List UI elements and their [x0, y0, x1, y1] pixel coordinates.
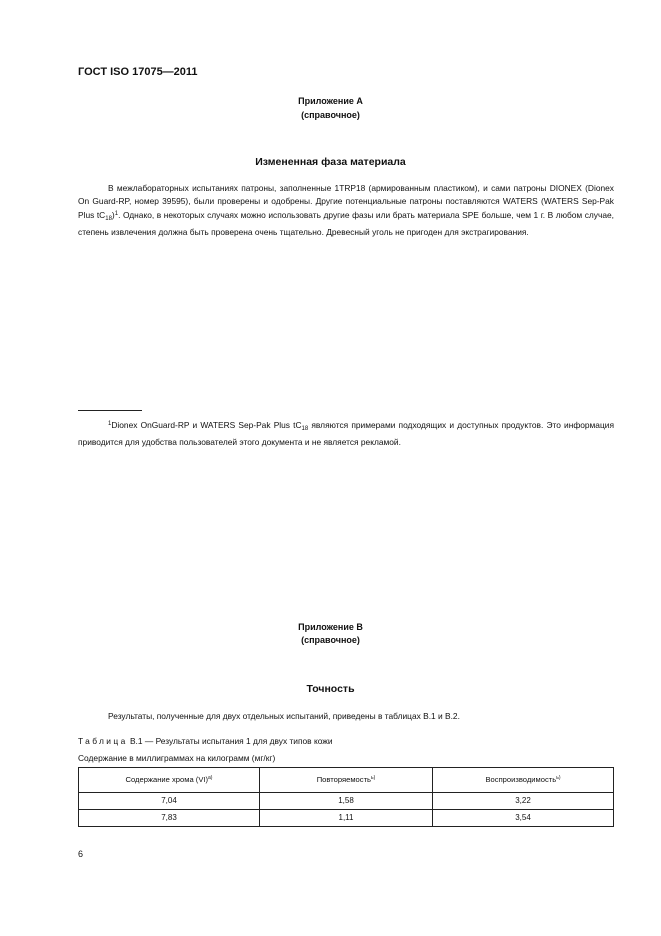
table-row	[79, 810, 614, 827]
page-number: 6	[78, 849, 84, 859]
annex-a-type: (справочное)	[301, 110, 360, 120]
table-row	[79, 793, 614, 810]
results-table	[78, 767, 614, 827]
column-header-reproducibility: Воспроизводимость$^{ь)}$	[433, 768, 614, 793]
para-text-1: В межлабораторных испытаниях патроны, заполненные 1TRP18 (армированным пластиком), и сами патроны DIONEX (Dionex On Guard-RP, номер 39595), были проверены и одобрены. Другие потенциальные патроны поставляются WATERS (WATERS Sep-Pak Plus tC	[78, 183, 614, 220]
annex-a-section-title: Измененная фаза материала	[255, 156, 406, 168]
para-text-2: )	[111, 210, 115, 220]
table-cell: 1,11	[260, 810, 433, 827]
column-note: ь)	[556, 775, 561, 781]
column-header-chromium: Содержание хрома (VI)$^{а)}$	[79, 768, 260, 793]
footnote-marker: 1	[108, 421, 112, 427]
column-note: а)	[208, 775, 213, 781]
annex-a-paragraph	[78, 182, 614, 239]
table-caption-word: Таблица	[78, 736, 128, 746]
annex-b-title: Приложение В	[298, 622, 363, 632]
table-cell: 1,58	[260, 793, 433, 810]
annex-a-title: Приложение А	[298, 96, 363, 106]
table-cell: 3,54	[433, 810, 614, 827]
footnote-text-2: являются примерами подходящих и доступных продуктов. Это информация приводится для удобства пользователей этого документа и не является рекламой.	[78, 420, 614, 447]
footnote-subscript: 18	[301, 426, 309, 432]
para-subscript: 18	[105, 216, 112, 222]
annex-b-intro: Результаты, полученные для двух отдельных испытаний, приведены в таблицах В.1 и В.2.	[108, 711, 460, 721]
table-header-row	[79, 768, 614, 793]
annex-b-section-title: Точность	[306, 683, 355, 695]
footnote-text-1: Dionex OnGuard-RP и WATERS Sep-Pak Plus tC	[111, 420, 302, 430]
column-header-repeatability: Повторяемость$^{ь)}$	[260, 768, 433, 793]
table-caption-rest: В.1 — Результаты испытания 1 для двух типов кожи	[127, 736, 333, 746]
column-note: ь)	[371, 775, 376, 781]
footnote	[78, 418, 614, 449]
para-text-3: . Однако, в некоторых случаях можно использовать другие фазы или брать материала SPE больше, чем 1 г. В любом случае, степень извлечения должна быть проверена очень тщательно. Древесный уголь не пригоден для экстрагирования.	[78, 210, 615, 237]
table-cell: 7,04	[79, 793, 260, 810]
table-cell: 7,83	[79, 810, 260, 827]
units-line: Содержание в миллиграммах на килограмм (мг/кг)	[78, 753, 276, 763]
footnote-reference: 1	[114, 211, 119, 217]
table-caption	[78, 735, 333, 748]
table-cell: 3,22	[433, 793, 614, 810]
annex-b-type: (справочное)	[301, 635, 360, 645]
footnote-separator	[78, 410, 142, 411]
document-header: ГОСТ ISO 17075—2011	[78, 66, 198, 78]
